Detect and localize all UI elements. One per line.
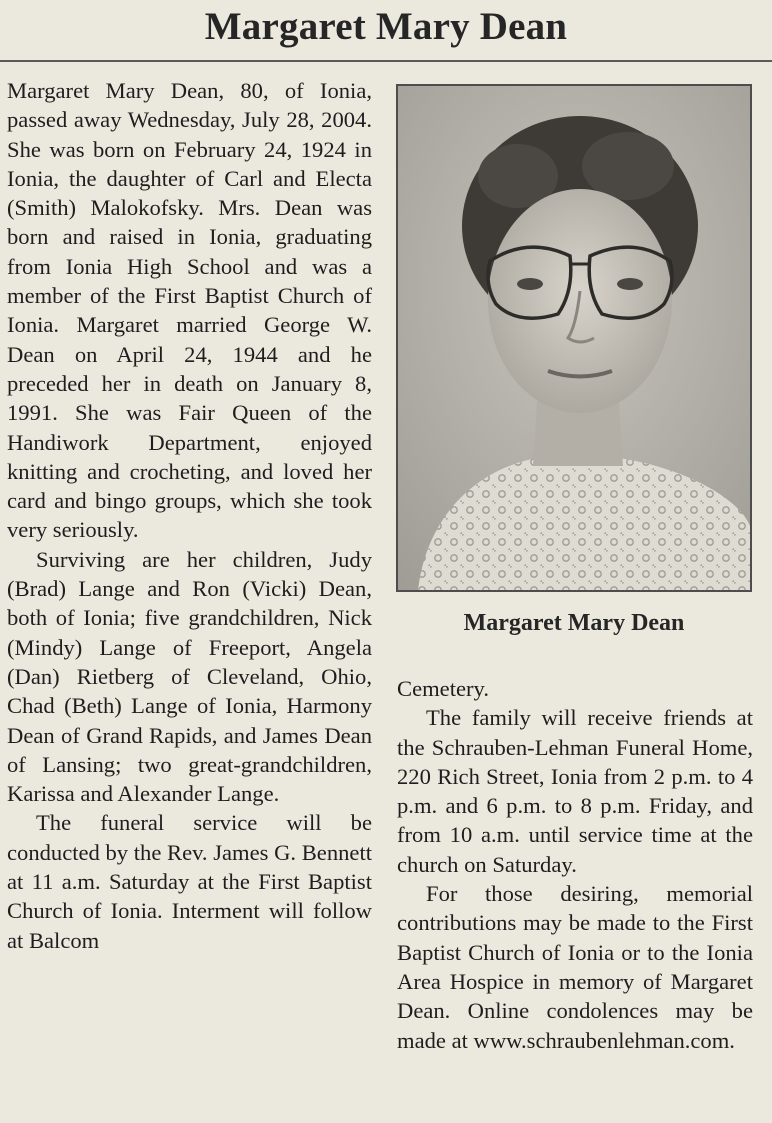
portrait-image bbox=[398, 86, 750, 590]
portrait-photo bbox=[396, 84, 752, 592]
paragraph-survivors: Surviving are her children, Judy (Brad) Lange and Ron (Vicki) Dean, both of Ionia; five grandchildren, Nick (Mindy) Lange of Freeport, Angela (Dan) Rietberg of Cleveland, Ohio, Chad (Beth) Lange of Ionia, Harmony Dean of Grand Rapids, and James Dean of Lansing; two great-grandchildren, Karissa and Alexander Lange. bbox=[7, 546, 372, 807]
paragraph-visitation: The family will receive friends at the Schrauben-Lehman Funeral Home, 220 Rich Street, Ionia from 2 p.m. to 4 p.m. and 6 p.m. to 8 p.m. Friday, and from 10 a.m. until service time at the church on Saturday. bbox=[397, 705, 753, 877]
paragraph-biography: Margaret Mary Dean, 80, of Ionia, passed away Wednesday, July 28, 2004. She was born on February 24, 1924 in Ionia, the daughter of Carl and Electa (Smith) Malokofsky. Mrs. Dean was born and raised in Ionia, graduating from Ionia High School and was a member of the First Baptist Church of Ionia. Margaret married George W. Dean on April 24, 1944 and he preceded her in death on January 8, 1991. She was Fair Queen of the Handiwork Department, enjoyed knitting and crocheting, and loved her card and bingo groups, which she took very seriously. bbox=[7, 78, 372, 543]
headline-rule bbox=[0, 60, 772, 62]
paragraph-memorials: For those desiring, memorial contributions may be made to the First Baptist Church of Ionia or to the Ionia Area Hospice in memory of Margaret Dean. Online condolences may be made at www.schraubenlehman.com. bbox=[397, 881, 753, 1053]
paragraph-funeral: The funeral service will be conducted by the Rev. James G. Bennett at 11 a.m. Saturday at the First Baptist Church of Ionia. Interment will follow at Balcom bbox=[7, 810, 372, 953]
photo-caption: Margaret Mary Dean bbox=[463, 610, 685, 636]
paragraph-funeral-continued: Cemetery. bbox=[397, 676, 490, 701]
right-column bbox=[397, 674, 753, 1055]
headline: Margaret Mary Dean bbox=[204, 5, 568, 48]
left-column bbox=[7, 76, 372, 955]
